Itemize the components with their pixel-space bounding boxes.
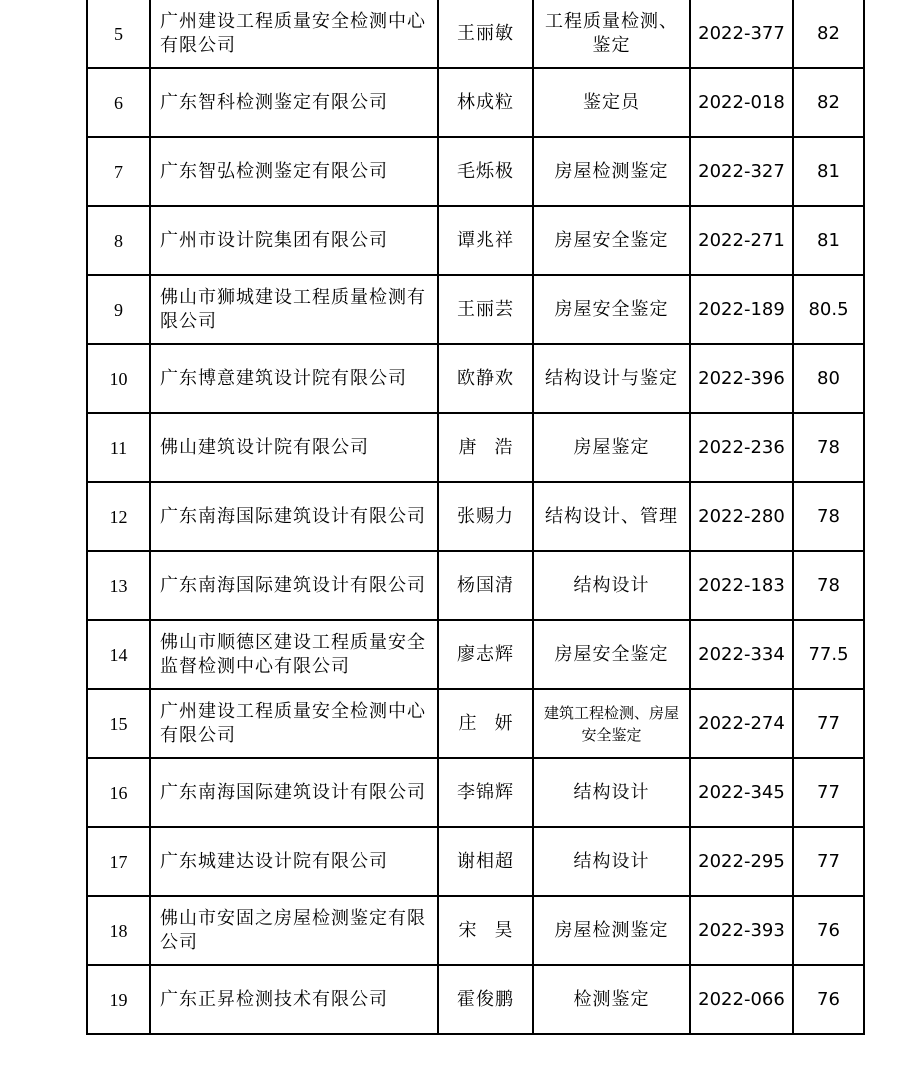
company-name: 广东城建达设计院有限公司 [150, 827, 438, 896]
company-name: 广州市设计院集团有限公司 [150, 206, 438, 275]
score: 82 [793, 0, 864, 68]
person-name: 李锦辉 [438, 758, 533, 827]
row-index: 11 [87, 413, 150, 482]
company-name: 佛山市狮城建设工程质量检测有限公司 [150, 275, 438, 344]
person-name-text: 宋昊 [458, 919, 531, 941]
person-name-text: 庄妍 [458, 712, 531, 734]
person-name: 林成粒 [438, 68, 533, 137]
company-name: 广东智弘检测鉴定有限公司 [150, 137, 438, 206]
person-name [438, 413, 533, 482]
table-row [87, 896, 864, 965]
certificate-number: 2022-396 [690, 344, 793, 413]
certificate-number: 2022-393 [690, 896, 793, 965]
row-index: 14 [87, 620, 150, 689]
certificate-number: 2022-280 [690, 482, 793, 551]
score: 80 [793, 344, 864, 413]
company-name: 广东南海国际建筑设计有限公司 [150, 551, 438, 620]
certificate-number: 2022-274 [690, 689, 793, 758]
row-index: 7 [87, 137, 150, 206]
row-index: 8 [87, 206, 150, 275]
person-name: 廖志辉 [438, 620, 533, 689]
company-name: 广东智科检测鉴定有限公司 [150, 68, 438, 137]
row-index: 6 [87, 68, 150, 137]
specialty: 结构设计 [533, 758, 690, 827]
person-name: 谭兆祥 [438, 206, 533, 275]
company-name: 广东正昇检测技术有限公司 [150, 965, 438, 1034]
certificate-number: 2022-271 [690, 206, 793, 275]
specialty: 鉴定员 [533, 68, 690, 137]
score: 76 [793, 965, 864, 1034]
company-name: 佛山市安固之房屋检测鉴定有限公司 [150, 896, 438, 965]
score: 81 [793, 206, 864, 275]
table-row [87, 413, 864, 482]
row-index: 17 [87, 827, 150, 896]
table-row [87, 0, 864, 68]
table-row [87, 758, 864, 827]
certificate-number: 2022-183 [690, 551, 793, 620]
specialty: 结构设计、管理 [533, 482, 690, 551]
specialty: 建筑工程检测、房屋安全鉴定 [533, 689, 690, 758]
row-index: 13 [87, 551, 150, 620]
person-name [438, 896, 533, 965]
specialty: 结构设计 [533, 551, 690, 620]
certificate-number: 2022-189 [690, 275, 793, 344]
person-name: 欧静欢 [438, 344, 533, 413]
row-index: 5 [87, 0, 150, 68]
specialty: 房屋安全鉴定 [533, 620, 690, 689]
row-index: 18 [87, 896, 150, 965]
specialty: 房屋检测鉴定 [533, 137, 690, 206]
person-name: 王丽芸 [438, 275, 533, 344]
row-index: 16 [87, 758, 150, 827]
certificate-number: 2022-066 [690, 965, 793, 1034]
row-index: 12 [87, 482, 150, 551]
person-name: 谢相超 [438, 827, 533, 896]
score: 81 [793, 137, 864, 206]
row-index: 19 [87, 965, 150, 1034]
score: 77 [793, 827, 864, 896]
score: 77 [793, 689, 864, 758]
company-name: 广州建设工程质量安全检测中心有限公司 [150, 0, 438, 68]
person-name [438, 689, 533, 758]
score: 76 [793, 896, 864, 965]
person-name: 王丽敏 [438, 0, 533, 68]
score: 77.5 [793, 620, 864, 689]
row-index: 10 [87, 344, 150, 413]
score: 80.5 [793, 275, 864, 344]
person-name: 霍俊鹏 [438, 965, 533, 1034]
certificate-number: 2022-295 [690, 827, 793, 896]
specialty: 结构设计与鉴定 [533, 344, 690, 413]
certificate-number: 2022-345 [690, 758, 793, 827]
table-row [87, 620, 864, 689]
specialty: 检测鉴定 [533, 965, 690, 1034]
person-name-text: 唐浩 [458, 436, 531, 458]
table-row [87, 482, 864, 551]
certificate-number: 2022-334 [690, 620, 793, 689]
specialty: 房屋鉴定 [533, 413, 690, 482]
specialty: 工程质量检测、鉴定 [533, 0, 690, 68]
specialty: 房屋安全鉴定 [533, 275, 690, 344]
company-name: 佛山建筑设计院有限公司 [150, 413, 438, 482]
score: 78 [793, 551, 864, 620]
company-name: 广东博意建筑设计院有限公司 [150, 344, 438, 413]
row-index: 15 [87, 689, 150, 758]
certificate-number: 2022-327 [690, 137, 793, 206]
table-row [87, 206, 864, 275]
person-name: 张赐力 [438, 482, 533, 551]
company-name: 广东南海国际建筑设计有限公司 [150, 482, 438, 551]
specialty: 结构设计 [533, 827, 690, 896]
specialty: 房屋检测鉴定 [533, 896, 690, 965]
person-name: 杨国清 [438, 551, 533, 620]
certificate-number: 2022-377 [690, 0, 793, 68]
row-index: 9 [87, 275, 150, 344]
table-row [87, 344, 864, 413]
company-name: 佛山市顺德区建设工程质量安全监督检测中心有限公司 [150, 620, 438, 689]
specialty: 房屋安全鉴定 [533, 206, 690, 275]
company-name: 广州建设工程质量安全检测中心有限公司 [150, 689, 438, 758]
person-name: 毛烁极 [438, 137, 533, 206]
table-row [87, 827, 864, 896]
score: 82 [793, 68, 864, 137]
certificate-number: 2022-236 [690, 413, 793, 482]
table-row [87, 551, 864, 620]
table-row [87, 137, 864, 206]
score: 77 [793, 758, 864, 827]
table-row [87, 689, 864, 758]
score: 78 [793, 482, 864, 551]
certificate-number: 2022-018 [690, 68, 793, 137]
table-row [87, 275, 864, 344]
results-table [86, 0, 865, 1035]
score: 78 [793, 413, 864, 482]
company-name: 广东南海国际建筑设计有限公司 [150, 758, 438, 827]
table-row [87, 68, 864, 137]
table-row [87, 965, 864, 1034]
